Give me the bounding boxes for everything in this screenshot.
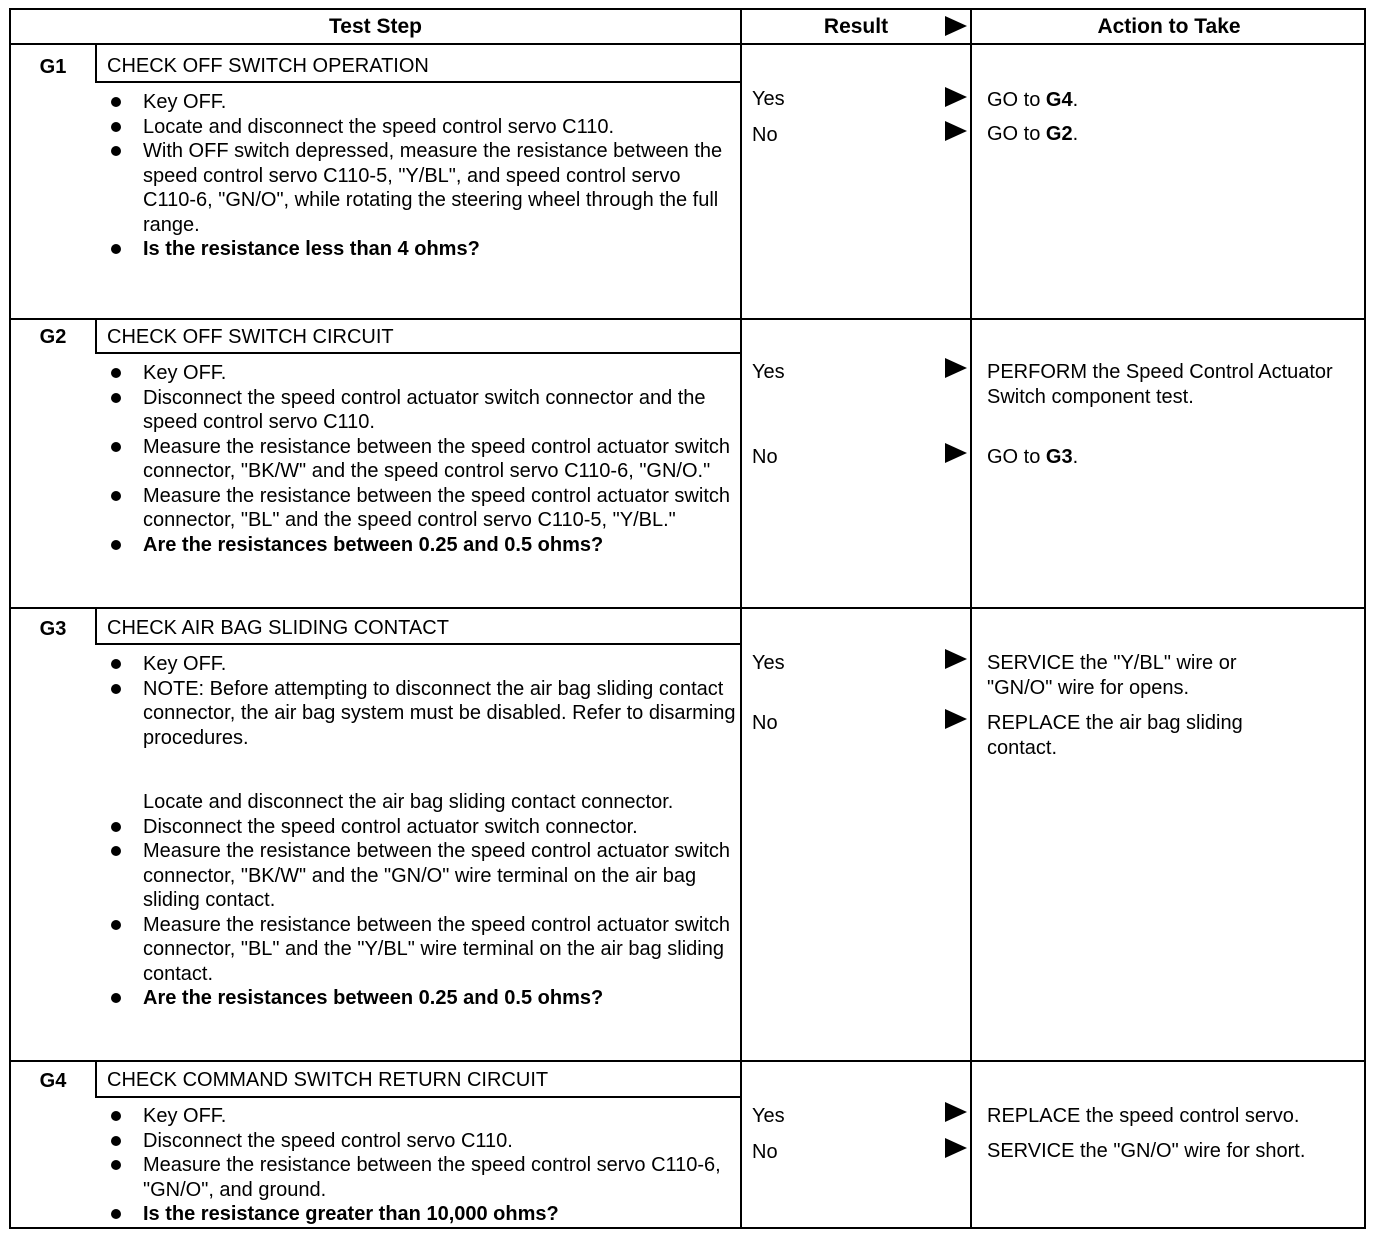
bullet-icon (111, 993, 121, 1003)
id-divider (95, 320, 97, 352)
list-item: Are the resistances between 0.25 and 0.5 ohms? (107, 986, 737, 1011)
id-divider (95, 1062, 97, 1096)
list-item: Disconnect the speed control actuator switch connector and the speed control servo C110. (107, 386, 737, 435)
title-divider (95, 352, 740, 354)
step-title: CHECK AIR BAG SLIDING CONTACT (107, 617, 449, 639)
title-divider (95, 81, 740, 83)
bullet-icon (111, 442, 121, 452)
bullet-icon (111, 393, 121, 403)
list-item: Measure the resistance between the speed control actuator switch connector, "BK/W" and the "GN/O" wire terminal on the air bag sliding contact. (107, 839, 737, 913)
step-bullets (107, 90, 737, 262)
action-text: REPLACE the air bag sliding contact. (987, 712, 1243, 759)
list-item: With OFF switch depressed, measure the resistance between the speed control servo C110-5, "Y/BL", and speed control servo C110-6, "GN/O", while rotating the steering wheel through the full range. (107, 139, 737, 237)
arrow-icon (945, 358, 967, 378)
column-divider (970, 10, 972, 1227)
list-item: Key OFF. (107, 1104, 737, 1129)
header-arrow-icon (945, 16, 967, 36)
bullet-icon (111, 846, 121, 856)
action-text: REPLACE the speed control servo. (987, 1105, 1300, 1127)
list-item: Locate and disconnect the speed control servo C110. (107, 115, 737, 140)
id-divider (95, 609, 97, 643)
list-item: Measure the resistance between the speed control actuator switch connector, "BK/W" and the speed control servo C110-6, "GN/O." (107, 435, 737, 484)
step-id: G2 (39, 326, 67, 348)
bullet-icon (111, 822, 121, 832)
bullet-icon (111, 1136, 121, 1146)
arrow-icon (945, 121, 967, 141)
step-bullets (107, 652, 737, 1011)
bullet-icon (111, 540, 121, 550)
list-item: Is the resistance greater than 10,000 ohms? (107, 1202, 737, 1227)
list-item: Measure the resistance between the speed control actuator switch connector, "BL" and the speed control servo C110-5, "Y/BL." (107, 484, 737, 533)
list-item: Measure the resistance between the speed control actuator switch connector, "BL" and the "Y/BL" wire terminal on the air bag sliding contact. (107, 913, 737, 987)
step-title: CHECK COMMAND SWITCH RETURN CIRCUIT (107, 1069, 549, 1091)
result-yes: Yes (752, 88, 785, 110)
bullet-icon (111, 1160, 121, 1170)
action-text: GO to G3. (987, 446, 1079, 468)
header-divider (11, 43, 1364, 45)
arrow-icon (945, 87, 967, 107)
bullet-icon (111, 97, 121, 107)
action-text: GO to G4. (987, 89, 1079, 111)
bullet-icon (111, 244, 121, 254)
bullet-icon (111, 659, 121, 669)
list-item: NOTE: Before attempting to disconnect the air bag sliding contact connector, the air bag system must be disabled. Refer to disarming procedures. (107, 677, 737, 751)
list-item: Are the resistances between 0.25 and 0.5 ohms? (107, 533, 737, 558)
step-id: G4 (39, 1070, 67, 1092)
bullet-icon (111, 122, 121, 132)
action-text: SERVICE the "Y/BL" wire or "GN/O" wire for opens. (987, 652, 1237, 699)
list-item: Disconnect the speed control servo C110. (107, 1129, 737, 1154)
result-yes: Yes (752, 361, 785, 383)
bullet-icon (111, 1111, 121, 1121)
diagnostic-table (9, 8, 1366, 1229)
result-yes: Yes (752, 1105, 785, 1127)
result-no: No (752, 124, 778, 146)
list-item: Key OFF. (107, 90, 737, 115)
list-item: Locate and disconnect the air bag sliding contact connector. (143, 791, 674, 813)
action-text: PERFORM the Speed Control Actuator Switch component test. (987, 361, 1333, 408)
arrow-icon (945, 1138, 967, 1158)
row-divider (11, 1060, 1364, 1062)
column-divider (740, 10, 742, 1227)
list-item: Measure the resistance between the speed control servo C110-6, "GN/O", and ground. (107, 1153, 737, 1202)
action-text: GO to G2. (987, 123, 1079, 145)
list-item: Disconnect the speed control actuator switch connector. (107, 815, 737, 840)
step-bullets (107, 1104, 737, 1227)
list-item: Is the resistance less than 4 ohms? (107, 237, 737, 262)
result-yes: Yes (752, 652, 785, 674)
header-test-step: Test Step (329, 15, 422, 38)
bullet-icon (111, 1209, 121, 1219)
list-item: Key OFF. (107, 652, 737, 677)
action-text: SERVICE the "GN/O" wire for short. (987, 1140, 1306, 1162)
arrow-icon (945, 1102, 967, 1122)
arrow-icon (945, 649, 967, 669)
list-item: Key OFF. (107, 361, 737, 386)
step-title: CHECK OFF SWITCH CIRCUIT (107, 326, 394, 348)
header-action: Action to Take (1097, 15, 1241, 38)
step-title: CHECK OFF SWITCH OPERATION (107, 55, 429, 77)
bullet-icon (111, 491, 121, 501)
arrow-icon (945, 709, 967, 729)
step-bullets (107, 361, 737, 557)
row-divider (11, 607, 1364, 609)
title-divider (95, 643, 740, 645)
bullet-icon (111, 920, 121, 930)
result-no: No (752, 446, 778, 468)
step-id: G1 (39, 56, 67, 78)
result-no: No (752, 712, 778, 734)
bullet-icon (111, 146, 121, 156)
title-divider (95, 1096, 740, 1098)
result-no: No (752, 1141, 778, 1163)
bullet-icon (111, 684, 121, 694)
arrow-icon (945, 443, 967, 463)
header-result: Result (823, 15, 889, 38)
id-divider (95, 45, 97, 81)
bullet-icon (111, 368, 121, 378)
step-id: G3 (39, 618, 67, 640)
row-divider (11, 318, 1364, 320)
